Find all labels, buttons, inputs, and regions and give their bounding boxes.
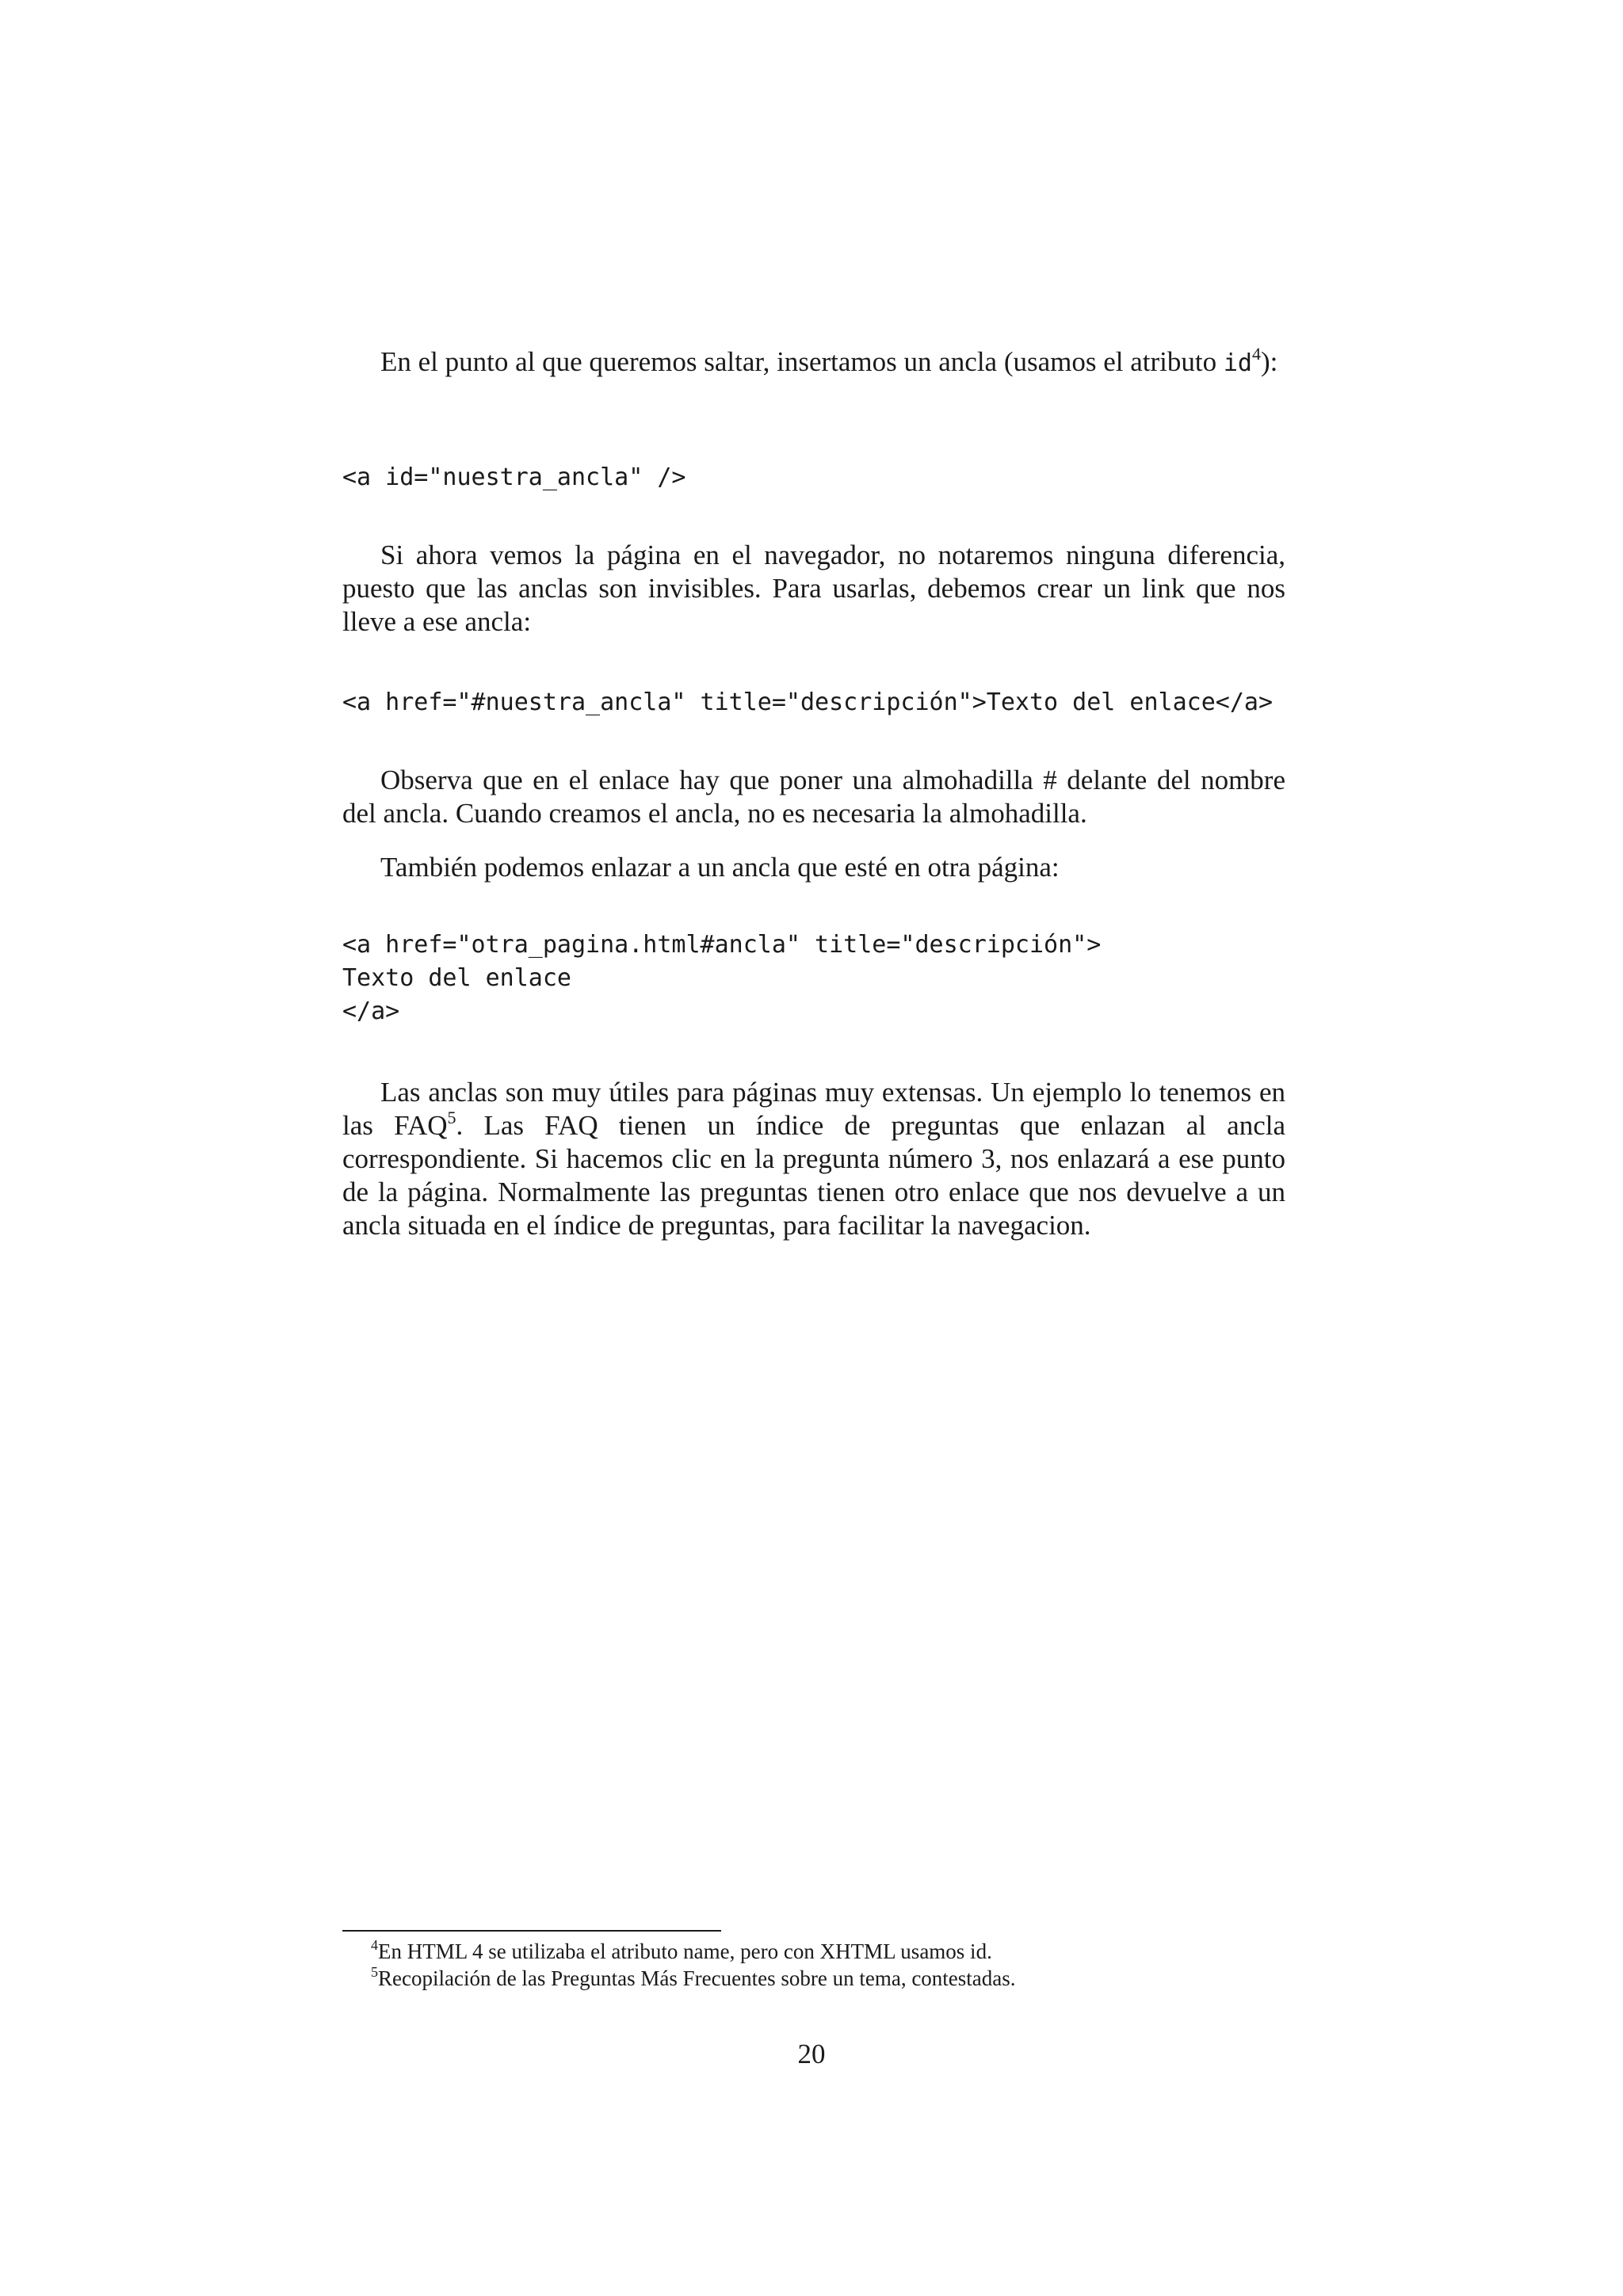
paragraph-anchor-intro [342, 345, 1285, 380]
code-block-link-anchor: <a href="#nuestra_ancla" title="descripción">Texto del enlace</a> [342, 688, 1273, 716]
paragraph-text: Las anclas son muy útiles para páginas muy extensas. Un ejemplo lo tenemos en las FAQ [342, 1077, 1285, 1141]
page-number: 20 [797, 2039, 826, 2069]
paragraph-other-page: También podemos enlazar a un ancla que esté en otra página: [380, 852, 1060, 883]
footnote-text: Recopilación de las Preguntas Más Frecuentes sobre un tema, contestadas. [378, 1966, 1016, 1990]
paragraph-text: . Las FAQ tienen un índice de preguntas que enlazan al ancla correspondiente. Si hacemos clic en la pregunta número 3, nos enlazará a ese punto de la página. Normalmente las preguntas tienen otro enlace que nos devuelve a un ancla situada en el índice de preguntas, para facilitar la navegacion. [342, 1110, 1285, 1241]
paragraph-text: En el punto al que queremos saltar, insertamos un ancla (usamos el atributo [380, 346, 1224, 377]
paragraph-text: ): [1261, 346, 1278, 377]
code-block-link-other-page: <a href="otra_pagina.html#ancla" title="descripción"> Texto del enlace </a> [342, 931, 1102, 1025]
inline-code-id: id [1223, 349, 1252, 377]
paragraph-anchors-invisible: Si ahora vemos la página en el navegador, no notaremos ninguna diferencia, puesto que las anclas son invisibles. Para usarlas, debemos crear un link que nos lleve a ese ancla: [342, 540, 1285, 637]
footnote-text: En HTML 4 se utilizaba el atributo name, pero con XHTML usamos id. [378, 1939, 992, 1963]
footnote-mark: 4 [371, 1937, 378, 1953]
paragraph-hash-note: Observa que en el enlace hay que poner una almohadilla # delante del nombre del ancla. Cuando creamos el ancla, no es necesaria la almohadilla. [342, 765, 1285, 829]
code-block-anchor: <a id="nuestra_ancla" /> [342, 463, 686, 491]
footnote-ref-5: 5 [447, 1108, 456, 1127]
footnote-ref-4: 4 [1252, 344, 1261, 364]
footnote-5 [371, 1965, 1290, 1992]
paragraph-faq-example [342, 1076, 1285, 1242]
footnote-mark: 5 [371, 1964, 378, 1980]
footnote-4 [371, 1938, 1290, 1965]
footnote-divider [342, 1930, 721, 1932]
